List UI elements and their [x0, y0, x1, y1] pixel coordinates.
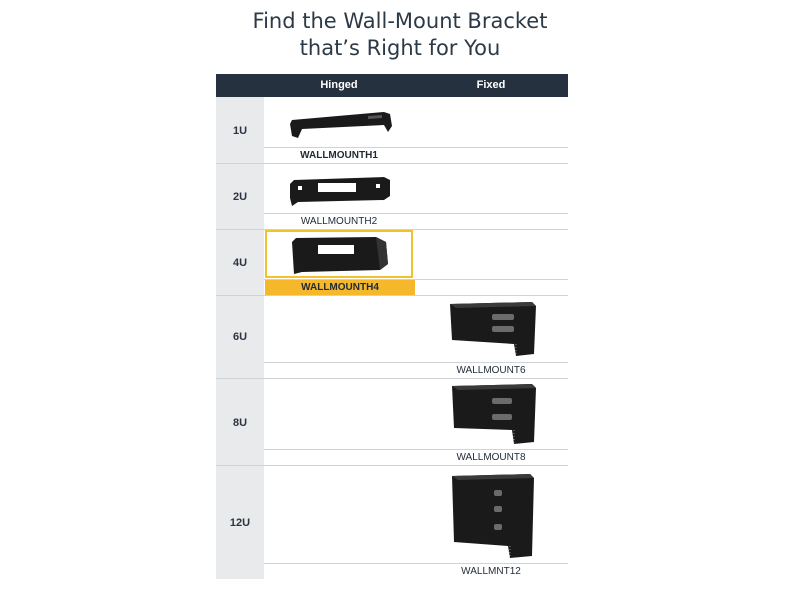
size-label-2u: 2U — [232, 191, 248, 203]
row-divider — [216, 163, 568, 164]
row-divider — [216, 295, 568, 296]
caption-divider — [264, 213, 568, 214]
product-name-wallmounth2[interactable]: WALLMOUNTH2 — [300, 216, 378, 227]
hinged-bracket-1u-icon[interactable] — [286, 108, 396, 142]
column-header-hinged: Hinged — [320, 79, 358, 91]
table-header — [216, 74, 568, 97]
page-title-line-1: Find the Wall-Mount Bracket — [252, 9, 548, 33]
caption-divider — [264, 362, 568, 363]
size-label-1u: 1U — [232, 125, 248, 137]
hinged-bracket-2u-icon[interactable] — [286, 172, 396, 210]
row-divider — [216, 378, 568, 379]
size-label-4u: 4U — [232, 257, 248, 269]
column-header-fixed: Fixed — [476, 79, 506, 91]
product-name-wallmount6[interactable]: WALLMOUNT6 — [456, 365, 526, 376]
caption-divider — [264, 563, 568, 564]
page-title-line-2: that’s Right for You — [299, 36, 501, 60]
fixed-bracket-6u-icon[interactable] — [446, 300, 538, 358]
product-name-wallmounth4[interactable]: WALLMOUNTH4 — [301, 282, 379, 293]
caption-divider — [264, 147, 568, 148]
size-label-8u: 8U — [232, 417, 248, 429]
size-label-12u: 12U — [229, 517, 251, 529]
product-name-wallmnt12[interactable]: WALLMNT12 — [461, 566, 521, 577]
size-label-6u: 6U — [232, 331, 248, 343]
product-name-wallmount8[interactable]: WALLMOUNT8 — [456, 452, 526, 463]
fixed-bracket-12u-icon[interactable] — [448, 472, 536, 560]
caption-divider — [264, 449, 568, 450]
fixed-bracket-8u-icon[interactable] — [448, 382, 538, 446]
row-divider — [216, 465, 568, 466]
hinged-bracket-4u-icon[interactable] — [288, 234, 396, 276]
product-name-wallmounth1[interactable]: WALLMOUNTH1 — [300, 150, 378, 161]
